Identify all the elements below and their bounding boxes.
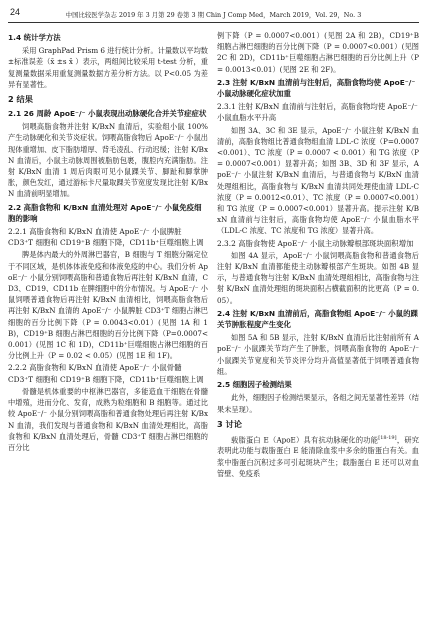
- section-2-title: 2 结果: [8, 94, 33, 105]
- continued-body: 例下降（P = 0.0007<0.001）(见图 2A 和 2B)，CD19⁺B 细胞占淋巴细胞的百分比例下降（P = 0.0007<0.001）(见图 2C 和 2D)，CD11b⁺巨噬细胞占淋巴细胞的百分比例上升（P = 0.0013<0.01）(见图 2E 和 2F)。: [217, 31, 419, 74]
- section-2-5-title: 2.5 细胞因子检测结果: [217, 380, 292, 390]
- section-2-2-1-body: 脾是体内最大的外周淋巴器官，B 细胞与 T 细胞分隔定位于不同区域，是机体体液免疫和体液免疫的中心。我们分析 ApoE⁻/⁻ 小鼠分别饲喂高脂和普通食物后再注射 K/BxN 血清，CD3、CD19、CD11b 在脾细胞中的分布情况。与 ApoE⁻/⁻ 小鼠饲喂普通食物后再注射 K/BxN 血清相比，饲喂高脂食物后再注射 K/BxN 血清的 ApoE⁻/⁻ 小鼠脾脏 CD3⁺T 细胞占淋巴细胞的百分比例下降（P = 0.0043<0.01）(见图 1A 和 1B)，CD19⁺B 细胞占淋巴细胞的百分比例下降（P=0.0007<0.001）(见图 1C 和 1D)，CD11b⁺巨噬细胞占淋巴细胞的百分比例上升（P = 0.02 < 0.05）(见图 1E 和 1F)。: [8, 250, 208, 361]
- journal-header: 中国比较医学杂志 2019 年 3 月第 29 卷第 3 期 Chin J Comp Med，March 2019，Vol. 29，No. 3: [65, 11, 362, 19]
- section-1-4-body: 采用 GraphPad Prism 6 进行统计分析。计量数以平均数±标准误差（x̄ ±s x̄ ）表示，两组间比较采用 t-test 分析，重复测量数据采用重复测量数据方差分析方法。以 P<0.05 为差异有显著性。: [8, 46, 208, 89]
- section-2-3-title: 2.3 注射 K/BxN 血清前与注射后，高脂食物均使 ApoE⁻/⁻ 小鼠动脉硬化症状加重: [217, 77, 416, 99]
- section-3-body-b: ，研究表明此功能与载脂蛋白 E 能清除血浆中多余的脂蛋白有关。血浆中脂蛋白沉积过多可引起斑块产生；载脂蛋白 E 还可以对血管壁、免疫系: [217, 435, 419, 478]
- section-3-title: 3 讨论: [217, 418, 242, 429]
- right-column: [217, 30, 419, 622]
- section-1-4-title: 1.4 统计学方法: [8, 33, 61, 42]
- page-header: [8, 4, 419, 23]
- section-2-3-1-body: 如图 3A、3C 和 3E 显示，ApoE⁻/⁻ 小鼠注射 K/BxN 血清前，高脂食物组比普通食物组血清 LDL-C 浓度（P=0.0007<0.001）、TC 浓度（P = 0.0007 < 0.001）和 TG 浓度（P = 0.0007<0.001）显著升高；如图 3B、3D 和 3F 显示，ApoE⁻/⁻ 小鼠注射 K/BxN 血清后，与普通食物与 K/BxN 血清处理组相比，高脂食物与 K/BxN 血清共同处理使血清 LDL-C 浓度（P = 0.0012<0.01）、TC 浓度（P = 0.0007<0.001）和 TG 浓度（P = 0.0007<0.001）显著升高。提示注射 K/BxN 血清前与注射后，高脂食物均使 ApoE⁻/⁻ 小鼠血脂水平（LDL-C 浓度、TC 浓度和 TG 浓度）显著升高。: [217, 125, 419, 236]
- section-2-4-title: 2.4 注射 K/BxN 血清前后，高脂食物组 ApoE⁻/⁻ 小鼠的踝关节肿胀程度产生变化: [217, 308, 418, 330]
- page-number: 24: [10, 7, 21, 17]
- section-2-3-2-body: 如图 4A 显示，ApoE⁻/⁻ 小鼠饲喂高脂食物和普通食物后注射 K/BxN 血清都能使主动脉瓣根部产生斑块。如图 4B 显示，与普通食物与注射 K/BxN 血清处理组相比，高脂食物与注射 K/BxN 血清处理组的斑块面积占横截面积的比更高（P = 0.05）。: [217, 250, 419, 305]
- section-2-5-body: 此外，细胞因子检测结果显示，各组之间无显著性差异（结果未呈现）。: [217, 393, 419, 414]
- section-2-1-body: 饲喂高脂食物并注射 K/BxN 血清后，实验组小鼠 100% 产生动脉硬化和关节炎症状。饲喂高脂食物后 ApoE⁻/⁻ 小鼠出现体重增加、皮下脂肪增厚、背毛凌乱、行动迟缓；注射 K/BxN 血清后，小鼠主动脉周围被脂肪包裹，腹腔内充满脂肪。注射 K/BxN 血清 1 周后肉眼可见小鼠踝关节、脚趾和脚掌肿胀，颜色发红，通过游标卡尺量取踝关节宽度发现比注射 K/BxN 血清前明显增加。: [8, 122, 208, 199]
- section-3-body: [217, 433, 419, 479]
- left-column: [8, 30, 208, 622]
- section-2-1-title: 2.1 26 周龄 ApoE⁻/⁻ 小鼠表现出动脉硬化合并关节症症状: [8, 109, 207, 119]
- section-2-3-2-title: 2.3.2 高脂食物使 ApoE⁻/⁻ 小鼠主动脉瓣根部斑块面积增加: [217, 238, 414, 248]
- section-3-body-a: 载脂蛋白 E（ApoE）具有抗动脉硬化的功能: [231, 435, 379, 445]
- section-2-2-2-title: 2.2.2 高脂食物和 K/BxN 血清使 ApoE⁻/⁻ 小鼠骨髓 CD3⁺T 细胞和 CD19⁺B 细胞下降，CD11b⁺巨噬细胞上调: [8, 363, 204, 384]
- section-2-4-body: 如图 5A 和 5B 显示，注射 K/BxN 血清后比注射前所有 ApoE⁻/⁻ 小鼠踝关节均产生了肿胀，饲喂高脂食物的 ApoE⁻/⁻ 小鼠踝关节宽度和关节炎评分均升高值显著低于饲喂普通食物组。: [217, 333, 419, 376]
- section-2-2-title: 2.2 高脂食物和 K/BxN 血清处理对 ApoE⁻/⁻ 小鼠免疫细胞的影响: [8, 202, 202, 223]
- citation-marker: [18-19]: [378, 434, 397, 441]
- section-2-3-1-title: 2.3.1 注射 K/BxN 血清前与注射后，高脂食物均使 ApoE⁻/⁻ 小鼠血脂水平升高: [217, 102, 418, 123]
- section-2-2-1-title: 2.2.1 高脂食物和 K/BxN 血清使 ApoE⁻/⁻ 小鼠脾脏 CD3⁺T 细胞和 CD19⁺B 细胞下降，CD11b⁺巨噬细胞上调: [8, 227, 204, 248]
- section-2-2-2-body: 骨髓是机体重要的中枢淋巴器官，多能造血干细胞在骨髓中增殖，进而分化、发育，成熟为粒细胞和 B 细胞等。通过比较 ApoE⁻/⁻ 小鼠分别饲喂高脂和普通食物处理后再注射 K/BxN 血清，我们发现与普通食物和 K/BxN 血清处理相比，高脂食物和 K/BxN 血清处理后，骨髓 CD3⁺T 细胞占淋巴细胞的百分比: [8, 386, 208, 452]
